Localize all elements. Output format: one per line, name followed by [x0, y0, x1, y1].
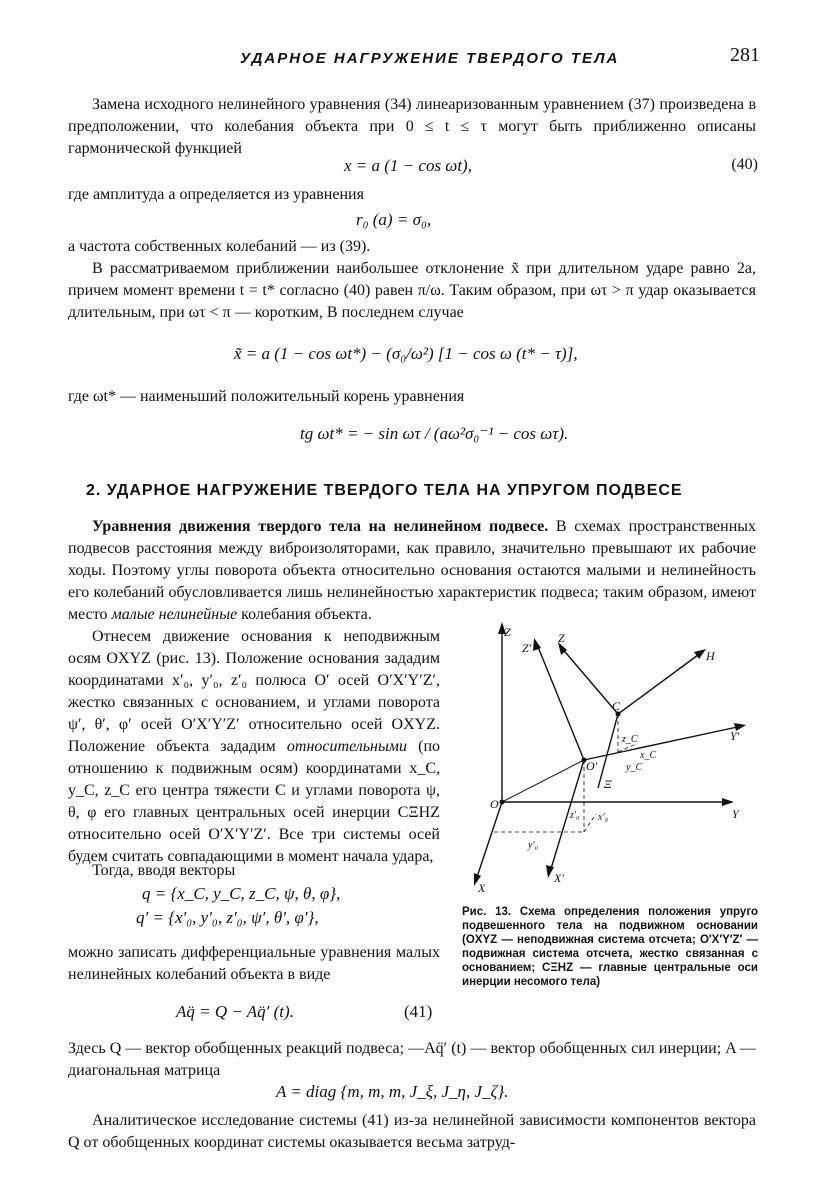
paragraph-intro: Замена исходного нелинейного уравнения (34) линеаризованным уравнением (37) произведена в предположении, что колебания объекта при 0 ≤ t ≤ τ могут быть приближенно описаны гармонической функцией: [68, 96, 756, 157]
label-eta: H: [706, 649, 715, 663]
paragraph-amplitude: где амплитуда a определяется из уравнения: [68, 186, 364, 203]
axis-x: [476, 802, 502, 880]
label-yc: y_C: [626, 762, 643, 773]
label-z-prime: Z′: [522, 641, 532, 655]
link-o-oprime: [502, 760, 584, 802]
label-z: Z: [504, 625, 511, 639]
equation-diag-a: A = diag {m, m, m, J_ξ, J_η, J_ζ}.: [276, 1082, 509, 1101]
paragraph-vectors: Тогда, вводя векторы: [92, 862, 236, 879]
label-c: C: [612, 699, 621, 713]
equation-tg: tg ωt* = − sin ωτ / (aω²σ₀⁻¹ − cos ωτ).: [300, 424, 569, 443]
paragraph-equations: можно записать дифференциальные уравнения малых нелинейных колебаний объекта в виде: [68, 944, 440, 983]
axis-zeta: [560, 646, 618, 714]
label-y0: y′₀: [528, 840, 539, 851]
equation-number-40: (40): [731, 156, 758, 173]
label-y-prime: Y′: [730, 729, 740, 743]
point-o: [500, 800, 505, 805]
axis-eta: [618, 652, 702, 714]
label-xc: x_C: [640, 750, 657, 761]
dash-x0: [584, 814, 596, 832]
equation-q-prime: q′ = {x′₀, y′₀, z′₀, ψ′, θ′, φ′},: [136, 908, 319, 927]
label-zeta: Z: [558, 631, 565, 645]
label-y: Y: [732, 807, 739, 821]
arrow-z-prime: [533, 638, 541, 651]
paragraph-root: где ωt* — наименьший положительный корень уравнения: [68, 388, 465, 405]
paragraph-approximation: В рассматриваемом приближении наибольшее отклонение x̃ при длительном ударе равно 2a, причем момент времени t = t* согласно (40) равен π/ω. Таким образом, при ωτ > π удар оказывается длительным, при ωτ < π — коротким, В последнем случае: [68, 260, 756, 321]
coords-end: (по отношению к подвижным осям) координатами x_C, y_C, z_C его центра тяжести C и углами поворота ψ, θ, φ его главных центральных осей инерции CΞHZ относительно осей O′X′Y′Z′. Все три системы осей будем считать совпадающими в момент начала удара,: [68, 738, 441, 865]
figure-13-diagram: [466, 618, 766, 906]
equation-r0: r₀ (a) = σ₀,: [356, 210, 432, 229]
label-x: X: [478, 881, 486, 895]
label-x-prime: X′: [554, 871, 564, 885]
paragraph-frequency: а частота собственных колебаний — из (39).: [68, 238, 371, 255]
equation-41: Aq̈ = Q − Aq̈′ (t).: [176, 1002, 294, 1021]
label-o: O: [490, 797, 499, 811]
axis-z-prime: [536, 642, 584, 760]
lead-end: колебания объекта.: [241, 606, 372, 623]
paragraph-here-q: Здесь Q — вектор обобщенных реакций подвеса; —Aq̈′ (t) — вектор обобщенных сил инерции; A — диагональная матрица: [68, 1040, 756, 1079]
lead-text: В схемах пространственных подвесов расстояния между виброизоляторами, как правило, значительно превышают их рабочие ходы. Поэтому углы поворота объекта относительно основания остаются малыми и нелинейность его колебаний обусловливается лишь нелинейностью характеристик подвеса; таким образом, имеют место: [68, 518, 757, 623]
lead-bold-title: Уравнения движения твердого тела на нелинейном подвесе.: [92, 518, 549, 535]
label-xi: Ξ: [604, 777, 612, 791]
equation-number-41: (41): [404, 1002, 433, 1021]
label-o-prime: O′: [586, 759, 598, 773]
label-z0: z′₀: [570, 810, 580, 821]
page-number: 281: [730, 44, 760, 66]
page-header: [0, 44, 822, 74]
equation-q: q = {x_C, y_C, z_C, ψ, θ, φ},: [142, 884, 341, 903]
coords-italic: относительными: [286, 738, 408, 755]
paragraph-analysis: Аналитическое исследование системы (41) из-за нелинейной зависимости компонентов вектора Q от обобщенных координат системы оказывается весьма затруд-: [68, 1112, 756, 1151]
running-title: УДАРНОЕ НАГРУЖЕНИЕ ТВЕРДОГО ТЕЛА: [240, 50, 620, 67]
label-x0: x′₀: [598, 812, 609, 823]
label-zc: z_C: [622, 734, 638, 745]
equation-x-tilde: x̃ = a (1 − cos ωt*) − (σ₀/ω²) [1 − cos ω (t* − τ)],: [234, 344, 578, 363]
equation-40: x = a (1 − cos ωt),: [344, 156, 472, 175]
paragraph-coordinates: [68, 626, 440, 868]
section-heading: 2. УДАРНОЕ НАГРУЖЕНИЕ ТВЕРДОГО ТЕЛА НА УПРУГОМ ПОДВЕСЕ: [86, 482, 683, 499]
coords-text: Отнесем движение основания к неподвижным осям OXYZ (рис. 13). Положение основания зададим координатами x′₀, y′₀, z′₀ полюса O′ осей O′X′Y′Z′, жестко связанных с основанием, и углами поворота ψ′, θ′, φ′ осей O′X′Y′Z′ относительно осей OXYZ. Положение объекта зададим: [68, 628, 440, 755]
lead-italic: малые нелинейные: [111, 606, 238, 623]
figure-caption: Рис. 13. Схема определения положения упруго подвешенного тела на подвижном основании (OXYZ — неподвижная система отсчета; O′X′Y′Z′ — подвижная система отсчета, жестко связанная с основанием; CΞHZ — главные центральные оси инерции несомого тела): [462, 906, 758, 988]
arrow-x-prime: [546, 865, 554, 878]
arrow-y: [722, 798, 734, 806]
axis-y-prime: [584, 726, 742, 760]
arrow-eta: [694, 649, 706, 659]
paragraph-section-lead: [68, 516, 756, 626]
